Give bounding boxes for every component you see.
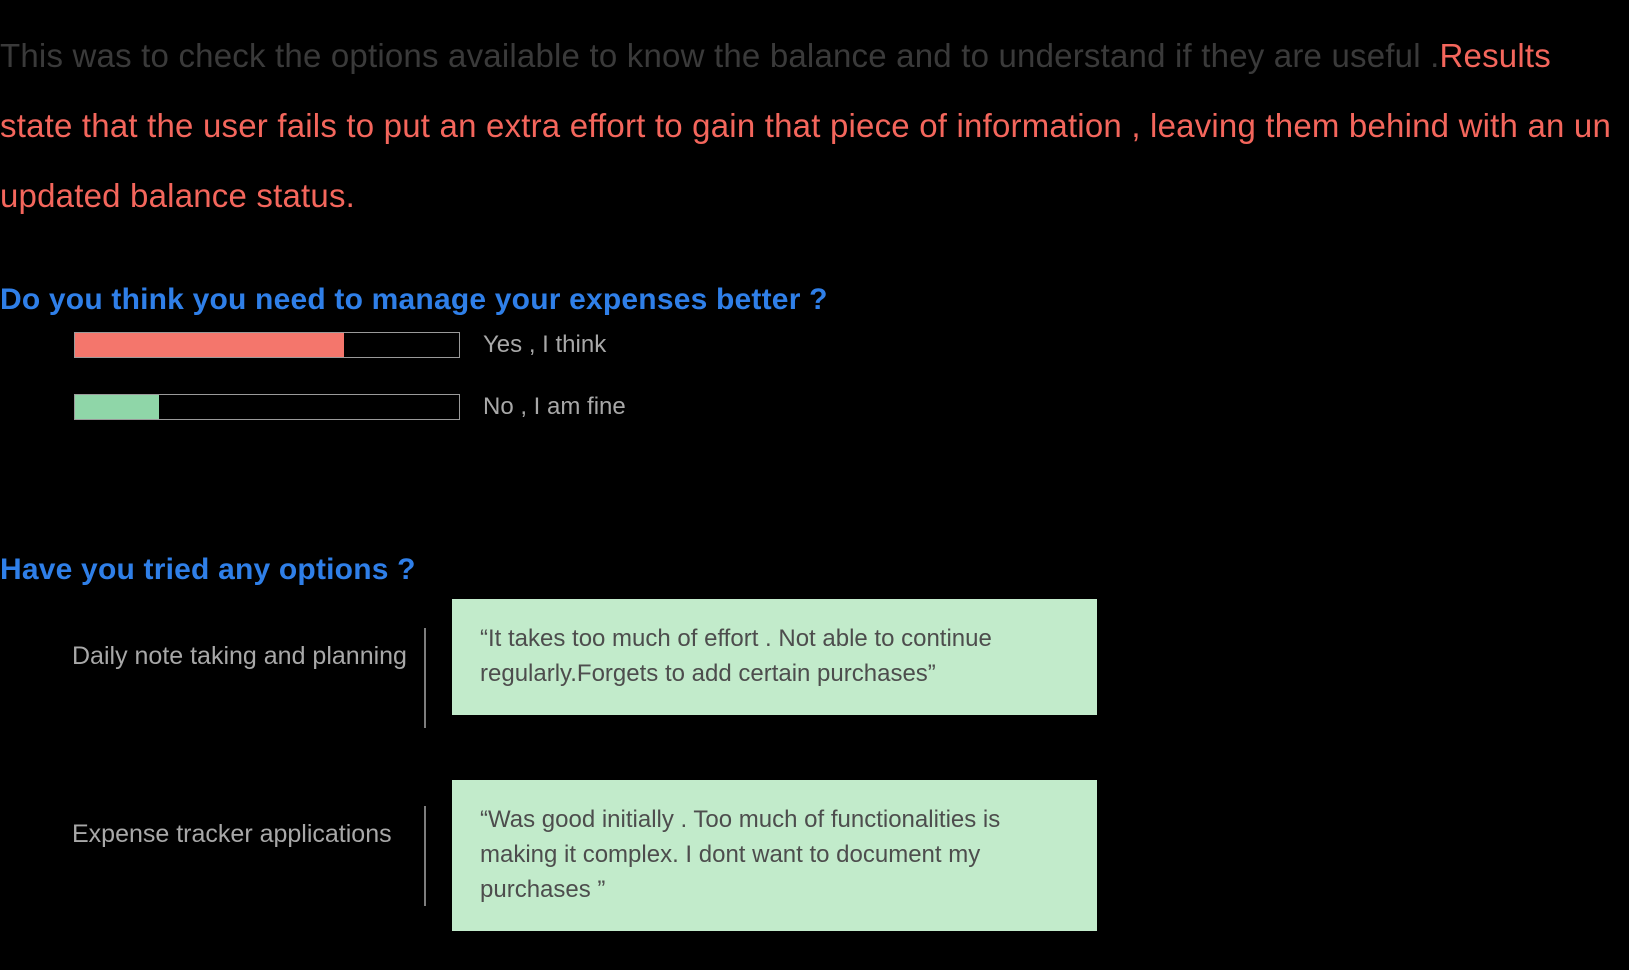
bar-chart <box>74 330 626 454</box>
question-heading-expenses: Do you think you need to manage your expenses better ? <box>0 282 828 316</box>
bar-row <box>74 392 626 422</box>
option-quote: “It takes too much of effort . Not able to continue regularly.Forgets to add certain purchases” <box>452 599 1097 715</box>
option-quote: “Was good initially . Too much of functionalities is making it complex. I dont want to document my purchases ” <box>452 780 1097 931</box>
option-divider <box>424 628 426 728</box>
option-name: Expense tracker applications <box>72 820 392 848</box>
option-divider <box>424 806 426 906</box>
option-name: Daily note taking and planning <box>72 642 407 670</box>
option-block <box>72 624 1097 728</box>
intro-paragraph <box>0 21 1629 231</box>
bar-track-no <box>74 394 460 420</box>
bar-track-yes <box>74 332 460 358</box>
bar-fill-no <box>75 395 159 419</box>
bar-label-no: No , I am fine <box>483 393 626 420</box>
bar-fill-yes <box>75 333 344 357</box>
bar-label-yes: Yes , I think <box>483 331 607 358</box>
question-heading-options: Have you tried any options ? <box>0 552 416 586</box>
intro-muted-text: This was to check the options available to know the balance and to understand if they are useful . <box>0 37 1440 74</box>
bar-row <box>74 330 626 360</box>
option-block <box>72 802 1097 931</box>
intro-highlight-text: Results state that the user fails to put an extra effort to gain that piece of information , leaving them behind with an un updated balance status. <box>0 37 1612 214</box>
